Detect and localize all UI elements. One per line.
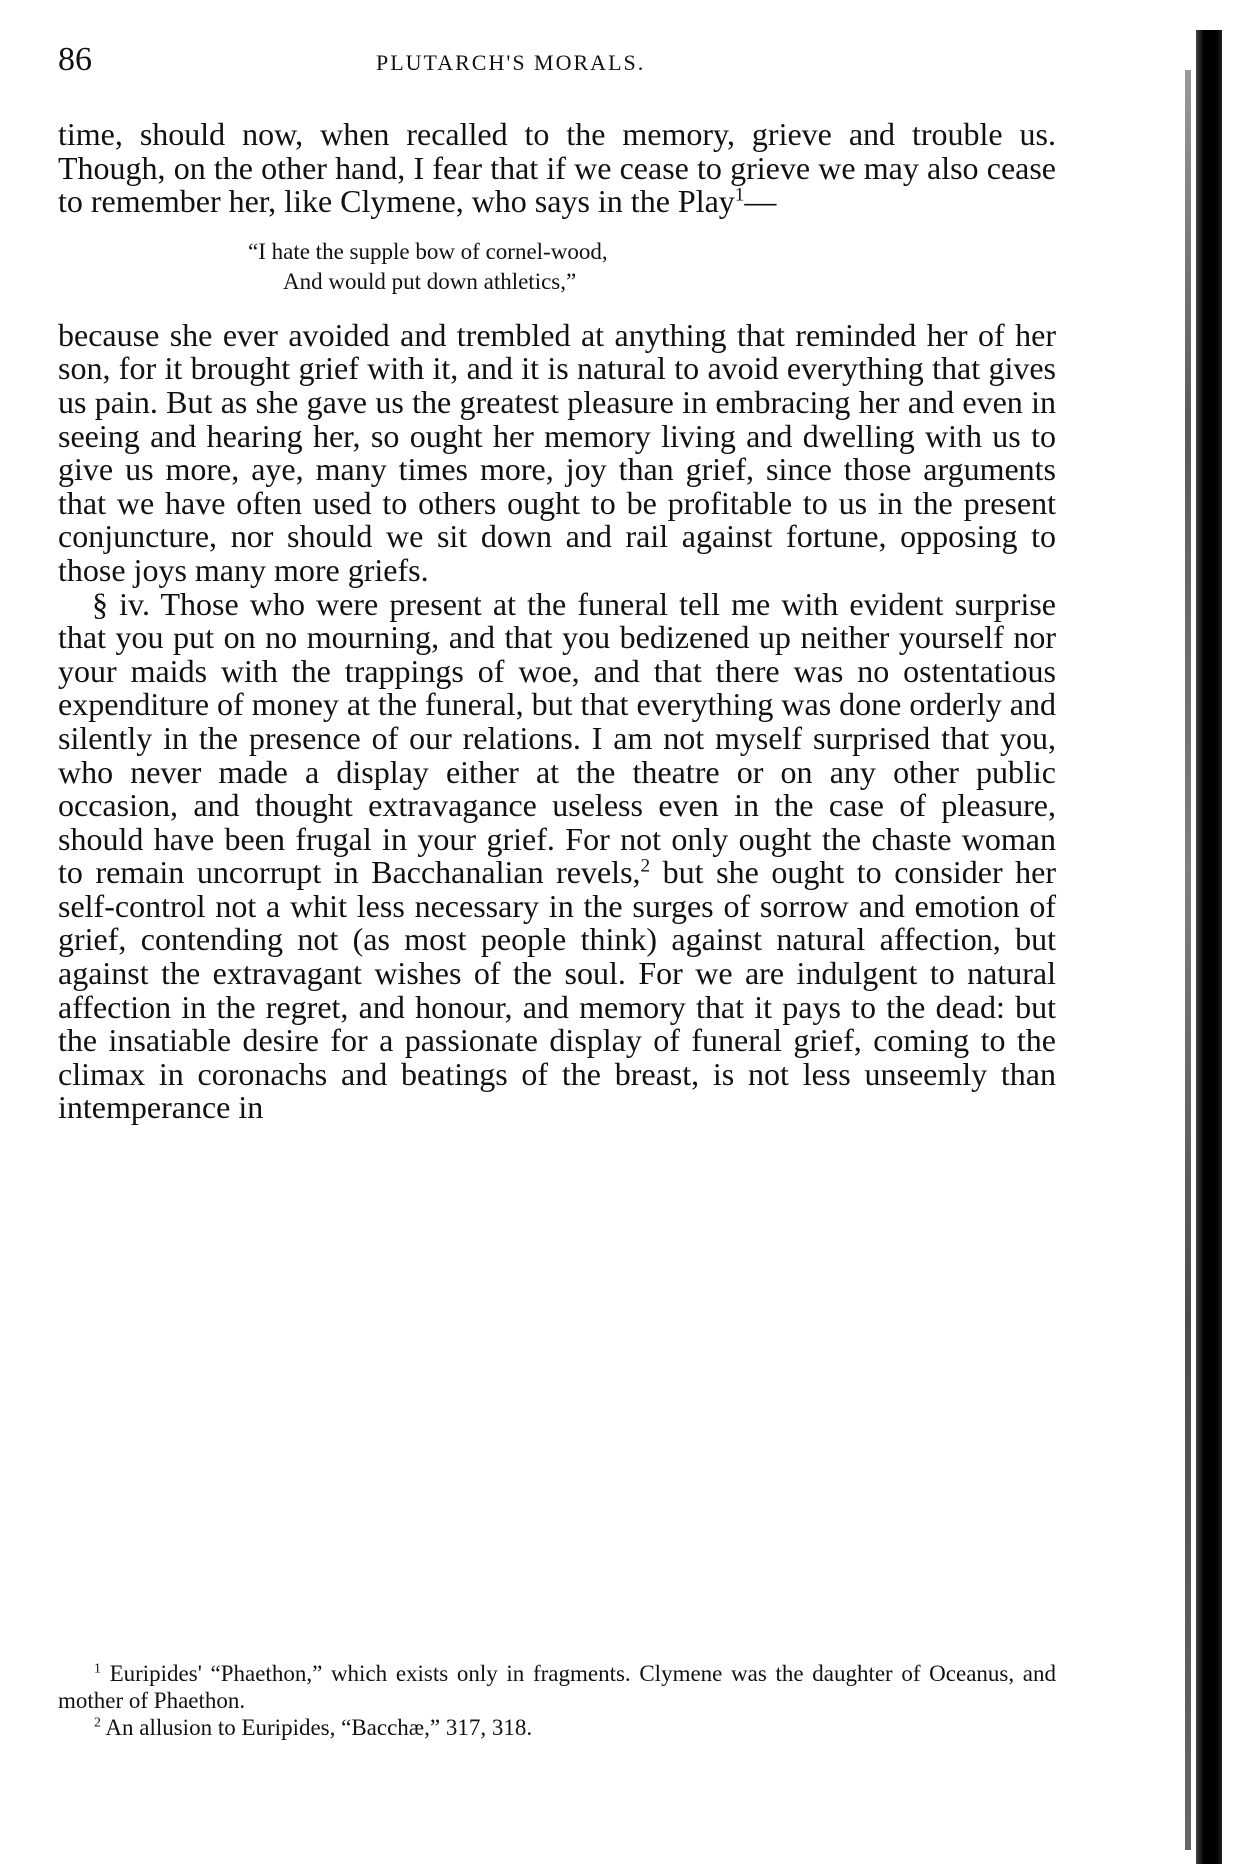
paragraph-2: because she ever avoided and trembled at anything that reminded her of her son, for it brought grief with it, and it is natural to avoid everything that gives us pain. But as she gave us the greatest pleasure in embracing her and even in seeing and hearing her, so ought her memory living and dwelling with us to give us more, aye, many times more, joy than grief, since those arguments that we have often used to others ought to be profitable to us in the present conjuncture, nor should we sit down and rail against fortune, opposing to those joys many more griefs. [58,316,1056,588]
footnote-ref-2: 2 [640,855,651,877]
page-header [58,40,1058,90]
body-text [58,118,1056,1125]
quote-line-1: “I hate the supple bow of cornel-wood, [248,238,608,264]
footnote-ref-1: 1 [734,184,745,206]
footnote-1-marker: 1 [94,1660,101,1676]
footnote-2 [58,1714,1056,1741]
paragraph-3 [58,585,1057,1126]
footnote-1 [58,1660,1056,1714]
paragraph-1-text: time, should now, when recalled to the memory, grieve and trouble us. Though, on the other hand, I fear that if we cease to grieve we may also cease to remember her, like Clymene, who says in the Play [58,116,1056,220]
page-number: 86 [58,41,92,78]
footnote-1-text: Euripides' “Phaethon,” which exists only in fragments. Clymene was the daughter of Oceanus, and mother of Phaethon. [58,1661,1056,1713]
footnote-2-text: An allusion to Euripides, “Bacchæ,” 317, 318. [100,1715,533,1740]
quote-line-2: And would put down athletics,” [283,268,577,294]
paragraph-1 [58,118,1056,219]
paragraph-1-dash: — [744,183,777,220]
running-title: PLUTARCH'S MORALS. [376,50,646,75]
footnote-2-marker: 2 [94,1714,101,1730]
paragraph-3-continuation: but she ought to consider her self-control not a whit less necessary in the surges of sorrow and emotion of grief, contending not (as most people think) against natural affection, but against the extravagant wishes of the soul. For we are indulgent to natural affection in the regret, and honour, and memory that it pays to the dead: but the insatiable desire for a passionate display of funeral grief, coming to the climax in coronachs and beatings of the breast, is not less unseemly than intemperance in [58,854,1057,1126]
binding-shadow-inner [1185,70,1191,1850]
paragraph-3-text: § iv. Those who were present at the funeral tell me with evident surprise that you put on no mourning, and that you bedizened up neither yourself nor your maids with the trappings of woe, and that there was no ostentatious expenditure of money at the funeral, but that everything was done orderly and silently in the presence of our relations. I am not myself surprised that you, who never made a display either at the theatre or on any other public occasion, and thought extravagance useless even in the case of pleasure, should have been frugal in your grief. For not only ought the chaste woman to remain uncorrupt in Bacchanalian revels, [58,585,1056,891]
binding-shadow [1196,30,1222,1864]
footnotes [58,1660,1056,1741]
verse-quotation [58,237,1056,297]
